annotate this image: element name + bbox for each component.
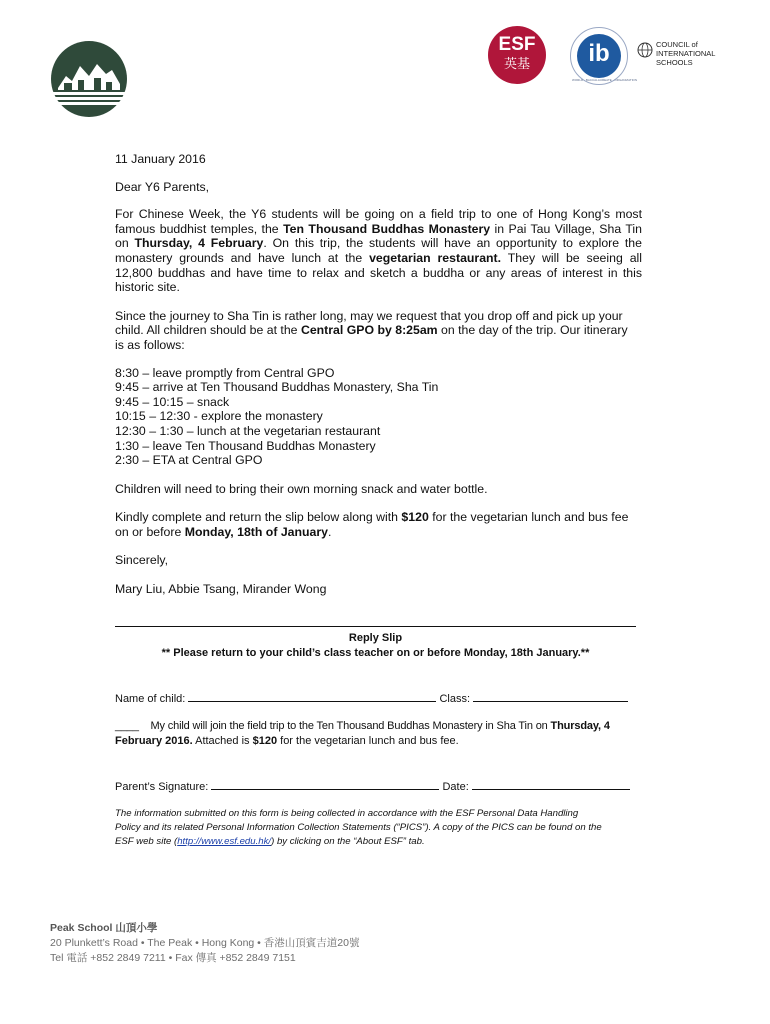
journey-line-2: child. All children should be at the Central GPO by 8:25am on the day of the trip. Our itinerary [115,323,628,338]
snack-note: Children will need to bring their own morning snack and water bottle. [115,481,488,496]
esf-logo-text: ESF [498,34,536,55]
cis-line-2: INTERNATIONAL [656,49,716,58]
cis-line-3: SCHOOLS [656,58,693,67]
intro-line-6: historic site. [115,280,180,295]
restaurant-name: vegetarian restaurant. [369,250,502,265]
journey-line-1: Since the journey to Sha Tin is rather long, may we request that you drop off and pick up your [115,308,623,323]
paragraph-journey [115,309,642,353]
privacy-line-2: Policy and its related Personal Information Collection Statements (“PICS”). A copy of the PICS can be found on the [115,822,602,833]
slip-fee-amount: $120 [252,735,278,747]
intro-line-2: famous buddhist temples, the Ten Thousand Buddhas Monastery in Pai Tau Village, Sha Tin [115,221,642,236]
monastery-name: Ten Thousand Buddhas Monastery [283,221,491,236]
footer [50,921,450,966]
school-logo [50,40,128,118]
paragraph-payment [115,510,642,539]
child-name-field[interactable] [188,690,436,702]
date-label: Date: [442,781,469,793]
itinerary-list [115,366,642,468]
footer-phone: Tel 電話 +852 2849 7211 • Fax 傳真 +852 2849 7151 [50,952,296,964]
letter-closing: Sincerely, [115,553,169,568]
cis-logo [637,40,722,72]
payment-line-1: Kindly complete and return the slip below along with $120 for the vegetarian lunch and bus fee [115,510,629,525]
join-checkbox-blank[interactable]: ____ [115,720,139,732]
signature-field[interactable] [211,778,439,790]
paragraph-intro [115,207,642,295]
esf-logo-chinese: 英基 [503,56,530,71]
itinerary-item: 8:30 – leave promptly from Central GPO [115,365,335,380]
fee-amount: $120 [401,510,429,525]
ib-logo-text: ib [588,40,610,67]
itinerary-item: 9:45 – arrive at Ten Thousand Buddhas Monastery, Sha Tin [115,380,439,395]
signature-label: Parent’s Signature: [115,781,209,793]
child-name-label: Name of child: [115,693,186,705]
child-name-row [115,690,645,707]
join-line-2: February 2016. Attached is $120 for the vegetarian lunch and bus fee. [115,735,459,747]
letter-salutation: Dear Y6 Parents, [115,179,210,194]
esf-logo [488,26,546,84]
cis-line-1: COUNCIL of [656,40,698,49]
privacy-line-1: The information submitted on this form is being collected in accordance with the ESF Personal Data Handling [115,808,579,819]
footer-address: 20 Plunkett’s Road • The Peak • Hong Kong • 香港山頂賓吉道20號 [50,937,360,949]
letter-signatories: Mary Liu, Abbie Tsang, Mirander Wong [115,582,327,597]
privacy-line-3: ESF web site (http://www.esf.edu.hk/) by clicking on the “About ESF” tab. [115,836,425,847]
trip-date: Thursday, 4 February [134,236,264,251]
reply-slip-instruction: ** Please return to your child’s class teacher on or before Monday, 18th January.** [161,647,590,659]
itinerary-item: 1:30 – leave Ten Thousand Buddhas Monastery [115,438,376,453]
cut-line-divider [115,626,636,627]
cis-globe-icon [637,42,653,58]
date-field[interactable] [472,778,630,790]
letter-body [115,152,642,597]
class-label: Class: [439,693,470,705]
letter-date: 11 January 2016 [115,152,206,166]
intro-line-3: on Thursday, 4 February. On this trip, the students will have an opportunity to explore the [115,236,642,251]
payment-line-2: on or before Monday, 18th of January. [115,524,332,539]
intro-line-4: monastery grounds and have lunch at the vegetarian restaurant. They will be seeing all [115,250,642,265]
signature-row [115,778,655,795]
itinerary-item: 10:15 – 12:30 - explore the monastery [115,409,323,424]
deadline-date: Monday, 18th of January [184,524,328,539]
intro-line-5: 12,800 buddhas and have time to relax and sketch a buddha or any areas of interest in this [115,265,642,280]
ib-logo [570,27,638,85]
itinerary-item: 2:30 – ETA at Central GPO [115,453,263,468]
esf-website-link[interactable]: http://www.esf.edu.hk/ [177,836,272,847]
ib-ring-text: WORLD · BACCALAUREATE · ORGANIZATION [572,78,638,82]
join-confirmation [115,719,655,749]
itinerary-item: 9:45 – 10:15 – snack [115,394,230,409]
intro-line-1: For Chinese Week, the Y6 students will be going on a field trip to one of Hong Kong’s most [115,207,642,222]
journey-line-3: is as follows: [115,337,185,352]
footer-school-name: Peak School 山頂小學 [50,922,158,934]
privacy-statement [115,807,660,849]
class-field[interactable] [473,690,628,702]
reply-slip-title: Reply Slip [348,632,403,644]
meeting-point: Central GPO by 8:25am [300,323,438,338]
join-line-1: ____ My child will join the field trip to the Ten Thousand Buddhas Monastery in Sha Tin on Thursday, 4 [115,720,610,732]
itinerary-item: 12:30 – 1:30 – lunch at the vegetarian restaurant [115,423,381,438]
